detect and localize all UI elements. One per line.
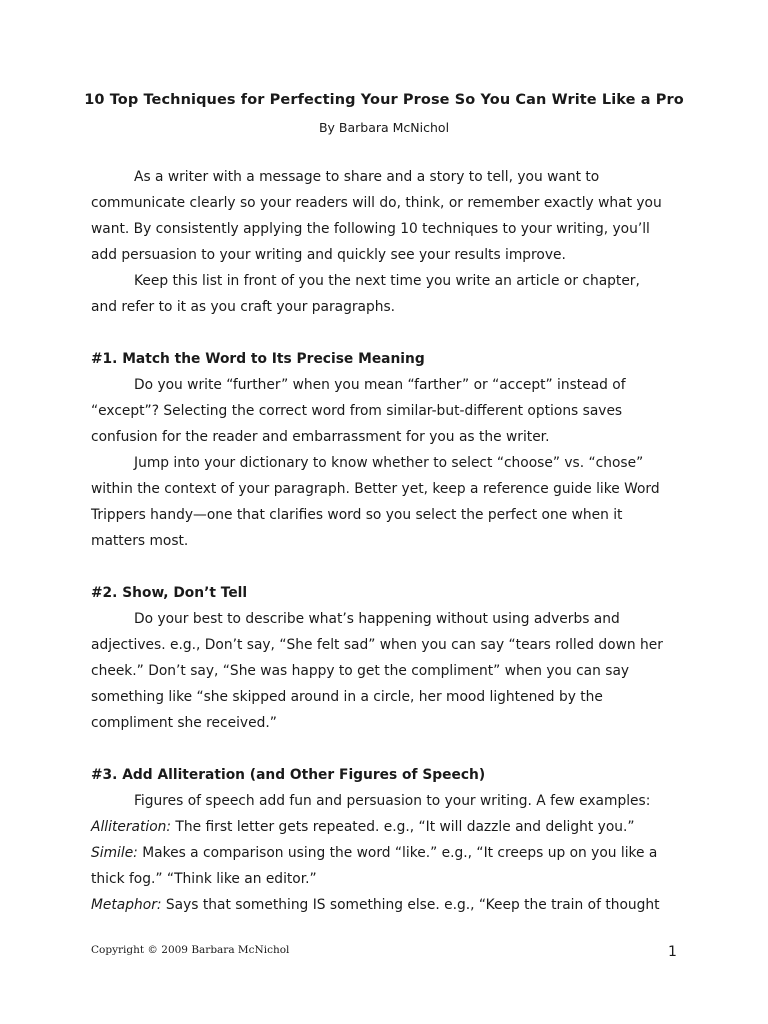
- paragraph-line: within the context of your paragraph. Better yet, keep a reference guide like Word: [91, 481, 660, 497]
- figure-of-speech-line: [91, 814, 681, 840]
- paragraph-line: Trippers handy—one that clarifies word so you select the perfect one when it: [91, 507, 623, 523]
- paragraph-line: Figures of speech add fun and persuasion to your writing. A few examples:: [134, 793, 651, 809]
- term-text: The first letter gets repeated. e.g., “It will dazzle and delight you.”: [171, 819, 635, 835]
- footer-copyright: Copyright © 2009 Barbara McNichol: [91, 944, 290, 956]
- figure-of-speech-line: [91, 892, 681, 918]
- figure-of-speech-line: [91, 866, 681, 892]
- term-label: Alliteration:: [91, 819, 172, 835]
- section-heading: #1. Match the Word to Its Precise Meaning: [91, 351, 425, 367]
- paragraph-line: Keep this list in front of you the next time you write an article or chapter,: [134, 273, 640, 289]
- term-label: Metaphor:: [91, 897, 162, 913]
- paragraph-line: cheek.” Don’t say, “She was happy to get the compliment” when you can say: [91, 663, 630, 679]
- document-title: 10 Top Techniques for Perfecting Your Prose So You Can Write Like a Pro: [84, 92, 684, 108]
- paragraph-line: “except”? Selecting the correct word from similar-but-different options saves: [91, 403, 623, 419]
- paragraph-line: confusion for the reader and embarrassment for you as the writer.: [91, 429, 550, 445]
- paragraph-line: something like “she skipped around in a circle, her mood lightened by the: [91, 689, 603, 705]
- page-number: 1: [668, 944, 677, 960]
- author-byline: By Barbara McNichol: [318, 120, 450, 135]
- document-body: [91, 164, 681, 918]
- section-heading: #2. Show, Don’t Tell: [91, 585, 248, 601]
- term-text: Makes a comparison using the word “like.” e.g., “It creeps up on you like a: [137, 845, 658, 861]
- paragraph-line: communicate clearly so your readers will do, think, or remember exactly what you: [91, 195, 662, 211]
- paragraph-line: Do your best to describe what’s happening without using adverbs and: [134, 611, 620, 627]
- term-text: thick fog.” “Think like an editor.”: [91, 871, 317, 887]
- paragraph-line: matters most.: [91, 533, 189, 549]
- paragraph-line: As a writer with a message to share and a story to tell, you want to: [134, 169, 600, 185]
- section-heading: #3. Add Alliteration (and Other Figures of Speech): [91, 767, 486, 783]
- paragraph-line: adjectives. e.g., Don’t say, “She felt sad” when you can say “tears rolled down her: [91, 637, 663, 653]
- term-text: Says that something IS something else. e.g., “Keep the train of thought: [161, 897, 660, 913]
- paragraph-line: compliment she received.”: [91, 715, 277, 731]
- paragraph-line: Jump into your dictionary to know whether to select “choose” vs. “chose”: [134, 455, 644, 471]
- term-label: Simile:: [91, 845, 138, 861]
- paragraph-line: and refer to it as you craft your paragraphs.: [91, 299, 396, 315]
- figure-of-speech-line: [91, 840, 681, 866]
- paragraph-line: Do you write “further” when you mean “farther” or “accept” instead of: [134, 377, 626, 393]
- paragraph-line: add persuasion to your writing and quickly see your results improve.: [91, 247, 566, 263]
- paragraph-line: want. By consistently applying the following 10 techniques to your writing, you’ll: [91, 221, 650, 237]
